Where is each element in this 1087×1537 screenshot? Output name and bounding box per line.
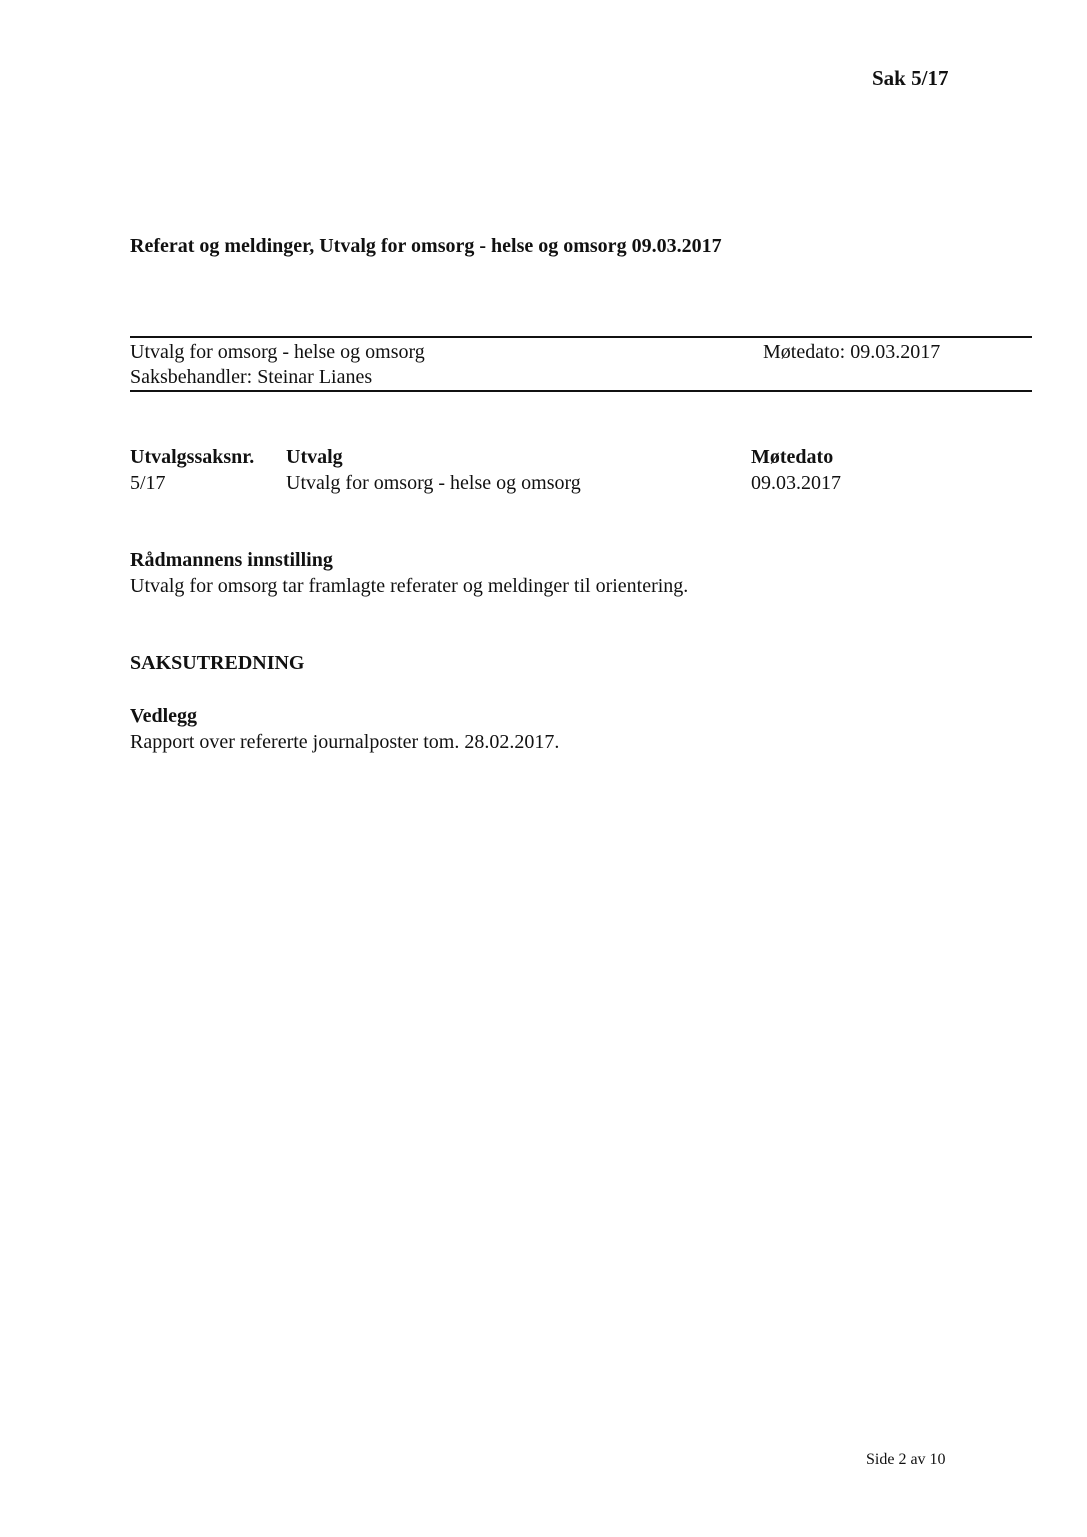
table-header-committee: Utvalg <box>286 446 343 468</box>
header-case-officer: Saksbehandler: Steinar Lianes <box>130 366 373 388</box>
table-cell-meeting-date: 09.03.2017 <box>751 472 841 494</box>
header-committee: Utvalg for omsorg - helse og omsorg <box>130 341 425 363</box>
header-top-rule <box>130 336 1032 338</box>
page-number: Side 2 av 10 <box>866 1451 946 1468</box>
table-cell-committee: Utvalg for omsorg - helse og omsorg <box>286 472 581 494</box>
attachments-text: Rapport over refererte journalposter tom. 28.02.2017. <box>130 731 560 753</box>
table-cell-case-number: 5/17 <box>130 472 166 494</box>
table-header-meeting-date: Møtedato <box>751 446 834 468</box>
header-meeting-date: Møtedato: 09.03.2017 <box>763 341 941 363</box>
header-bottom-rule <box>130 390 1032 392</box>
document-title: Referat og meldinger, Utvalg for omsorg - helse og omsorg 09.03.2017 <box>130 235 722 257</box>
attachments-heading: Vedlegg <box>130 705 198 727</box>
table-header-case-number: Utvalgssaksnr. <box>130 446 255 468</box>
recommendation-text: Utvalg for omsorg tar framlagte referater og meldinger til orientering. <box>130 575 689 597</box>
recommendation-heading: Rådmannens innstilling <box>130 549 333 571</box>
case-report-heading: SAKSUTREDNING <box>130 652 305 674</box>
case-reference: Sak 5/17 <box>872 66 949 90</box>
